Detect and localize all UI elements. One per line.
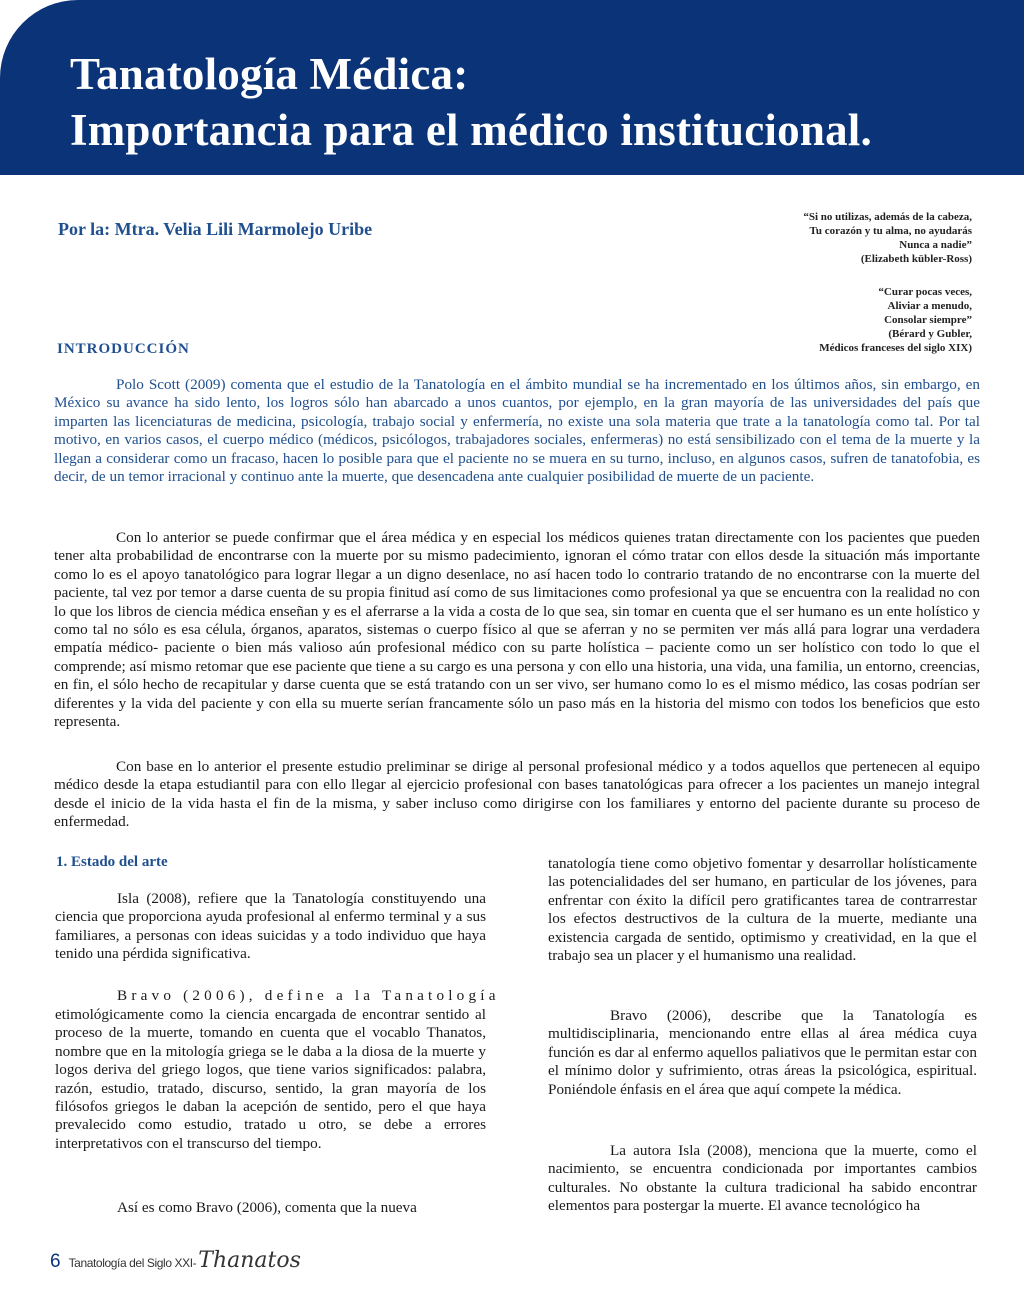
title-banner bbox=[0, 0, 1024, 175]
page-number: 6 bbox=[50, 1251, 61, 1272]
thanatos-logo: Thanatos bbox=[198, 1248, 301, 1273]
introduction-heading: INTRODUCCIÓN bbox=[57, 341, 190, 357]
left-column-paragraph-2: Bravo (2006), define a la Tanatología bbox=[117, 987, 500, 1004]
epigraph-line: Tu corazón y tu alma, no ayudarás bbox=[809, 225, 972, 237]
epigraph-line: Nunca a nadie” bbox=[899, 239, 972, 251]
epigraph-author-note: Médicos franceses del siglo XIX) bbox=[819, 342, 972, 354]
right-column-paragraph-2: Bravo (2006), describe que la Tanatología es multidisciplinaria, mencionando entre ellas al área médica cuya función es dar al enfermo aquellos paliativos que le permitan estar con el mínimo dolor y sufrimiento, otras áreas la psicológica, espiritual. Poniéndole énfasis en el área que aquí compete la médica. bbox=[548, 1007, 977, 1098]
epigraph-2 bbox=[819, 285, 972, 355]
page-title-line-2: Importancia para el médico institucional. bbox=[70, 105, 872, 155]
right-column-paragraph-1: tanatología tiene como objetivo fomentar y desarrollar holísticamente las potencialidades del ser humano, en particular de los jóvenes, para enfrentar con éxito la difícil pero gratificantes tarea de contrarrestar los efectos destructivos de la cultura de la muerte, mediante una existencia cargada de sentido, optimismo y creatividad, en la que el trabajo sea un placer y el humanismo una realidad. bbox=[548, 855, 977, 965]
epigraph-author: (Bérard y Gubler, bbox=[888, 328, 972, 340]
epigraph-line: “Curar pocas veces, bbox=[878, 286, 972, 298]
section-heading-estado-del-arte: 1. Estado del arte bbox=[56, 854, 168, 870]
intro-paragraph-2: Con lo anterior se puede confirmar que el área médica y en especial los médicos quienes tratan directamente con los pacientes que pueden tener alta probabilidad de encontrarse con la muerte por su mismo padecimiento, ignoran el cómo tratar con ellos desde la situación más importante como lo es el apoyo tanatológico para lograr llegar a un digno desenlace, no así hacen todo lo contrario tratando de no encontrarse con la muerte del paciente, tal vez por temor a darse cuenta de su propia finitud así como de sus limitaciones como profesional ya que se encuentra con la realidad no con lo que los libros de ciencia médica enseñan y es el aferrarse a la vida a costa de lo que sea, sin tomar en cuenta que el ser humano es un ente holístico y como tal no sólo es esa célula, órganos, aparatos, sistemas o cuerpo físico al que se aferran y no se permiten ver más allá para lograr una verdadera empatía médico- paciente o bien más valioso aún profesional médico con su parte holística – paciente como un ser holístico con todo lo que el comprende; así mismo retomar que ese paciente que tiene a su cargo es una persona y con ello una historia, una vida, una familia, un entorno, creencias, en fin, el sólo hecho de recapitular y darse cuenta que se está tratando con un ser vivo, ser humano como lo es el mismo médico, las cosas podrían ser diferentes y la vida del paciente y con ella su muerte serían francamente sólo un paso más en la historia del mismo con todos los beneficios que esto representa. bbox=[54, 529, 980, 731]
epigraph-line: Aliviar a menudo, bbox=[887, 300, 972, 312]
left-column-paragraph-3: Así es como Bravo (2006), comenta que la nueva bbox=[117, 1199, 417, 1216]
intro-paragraph-1: Polo Scott (2009) comenta que el estudio de la Tanatología en el ámbito mundial se ha incrementado en los últimos años, sin embargo, en México su avance ha sido lento, los logros sólo han abarcado a unos cuantos, por ejemplo, en la gran mayoría de las universidades del país que imparten las licenciaturas de medicina, psicología, trabajo social y enfermería, no existe una sola materia que trate a la tanatología como tal. Por tal motivo, en varios casos, el cuerpo médico (médicos, psicólogos, trabajadores sociales, enfermeras) no está sensibilizado con el tema de la muerte y la llegan a considerar como un fracaso, hacen lo posible para que el paciente no se muera en su turno, incluso, en algunos casos, sufren de tanatofobia, es decir, de un temor irracional y continuo ante la muerte, que desencadena ante cualquier posibilidad de muerte de un paciente. bbox=[54, 376, 980, 486]
left-column-paragraph-2-cont: etimológicamente como la ciencia encargada de encontrar sentido al proceso de la muerte, tomando en cuenta que el vocablo Thanatos, nombre que en la mitología griega se le daba a la diosa de la muerte y logos deriva del griego logos, que tiene varios significados: palabra, razón, estudio, tratado, discurso, sentido, la gran mayoría de los filósofos griegos le daban la acepción de sentido, pero el que haya prevalecido como estudio, tratado u otro, se debe a errores interpretativos con el transcurso del tiempo. bbox=[55, 1006, 486, 1152]
right-column-paragraph-3: La autora Isla (2008), menciona que la muerte, como el nacimiento, se encuentra condicionada por importantes cambios culturales. No obstante la cultura tradicional ha sabido encontrar elementos para postergar la muerte. El avance tecnológico ha bbox=[548, 1142, 977, 1215]
intro-paragraph-3: Con base en lo anterior el presente estudio preliminar se dirige al personal profesional médico y a todos aquellos que pertenecen al equipo médico desde la etapa estudiantil para con ello llegar al ejercicio profesional con bases tanatológicas para ofrecer a los pacientes un manejo integral desde el inicio de la vida hasta el fin de la misma, y saber incluso como dirigirse con los familiares y entorno del paciente durante su proceso de enfermedad. bbox=[54, 758, 980, 831]
left-column-paragraph-1: Isla (2008), refiere que la Tanatología constituyendo una ciencia que proporciona ayuda profesional al enfermo terminal y a sus familiares, a personas con ideas suicidas y a todo individuo que haya tenido una pérdida significativa. bbox=[55, 890, 486, 963]
epigraph-author: (Elizabeth kübler-Ross) bbox=[860, 253, 972, 265]
epigraph-line: Consolar siempre” bbox=[884, 314, 972, 326]
author-byline: Por la: Mtra. Velia Lili Marmolejo Uribe bbox=[58, 219, 373, 239]
page-footer bbox=[50, 1248, 301, 1274]
epigraph-line: “Si no utilizas, además de la cabeza, bbox=[803, 211, 972, 223]
epigraph-1 bbox=[803, 210, 972, 266]
page-title-line-1: Tanatología Médica: bbox=[70, 49, 469, 99]
publication-name: Tanatología del Siglo XXI- bbox=[68, 1256, 197, 1270]
